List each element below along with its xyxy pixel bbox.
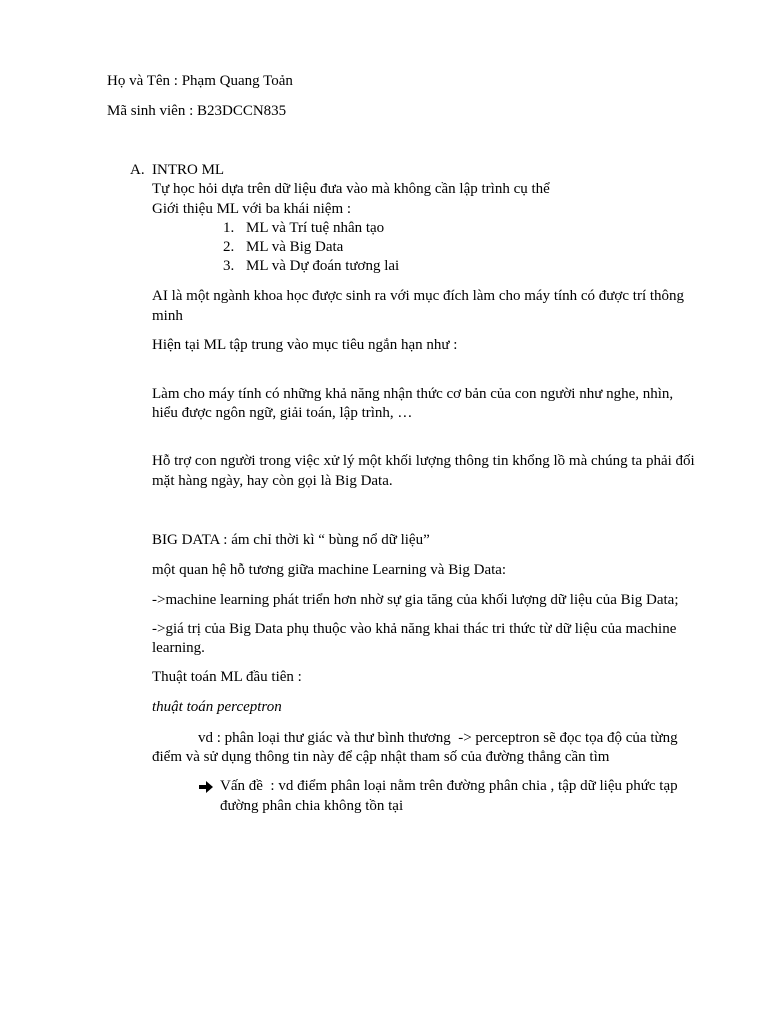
example-line: vd : phân loại thư giác và thư bình thương -> perceptron sẽ đọc tọa độ của từng [198, 730, 678, 746]
big-data-definition: BIG DATA : ám chỉ thời kì “ bùng nổ dữ liệu” [152, 532, 430, 548]
ai-definition-line: minh [152, 308, 183, 324]
section-title: INTRO ML [152, 162, 225, 178]
problem-line: Vấn đề : vd điểm phân loại nằm trên đường phân chia , tập dữ liệu phức tạp [220, 778, 678, 794]
first-algorithm-lead: Thuật toán ML đầu tiên : [152, 669, 302, 685]
goal-perception-line: hiểu được ngôn ngữ, giải toán, lập trình, … [152, 405, 413, 421]
ai-definition-line: AI là một ngành khoa học được sinh ra với mục đích làm cho máy tính có được trí thông [152, 288, 685, 304]
concept-item: ML và Dự đoán tương lai [246, 258, 400, 274]
concept-number: 2. [223, 239, 235, 255]
goal-big-data-line: mặt hàng ngày, hay còn gọi là Big Data. [152, 473, 393, 489]
section-summary: Tự học hỏi dựa trên dữ liệu đưa vào mà không cần lập trình cụ thể [152, 181, 550, 197]
relation-big-data-line: ->giá trị của Big Data phụ thuộc vào khả năng khai thác tri thức từ dữ liệu của machine [152, 621, 677, 637]
example-line: điểm và sử dụng thông tin này để cập nhật tham số của đường thẳng cần tìm [152, 749, 610, 765]
problem-line: đường phân chia không tồn tại [220, 798, 404, 814]
goal-perception-line: Làm cho máy tính có những khả năng nhận thức cơ bản của con người như nghe, nhìn, [152, 386, 674, 402]
current-focus: Hiện tại ML tập trung vào mục tiêu ngắn hạn như : [152, 337, 458, 353]
goal-big-data-line: Hỗ trợ con người trong việc xử lý một khối lượng thông tin khổng lồ mà chúng ta phải đối [152, 453, 695, 469]
student-id-line: Mã sinh viên : B23DCCN835 [107, 103, 287, 119]
concept-number: 3. [223, 258, 235, 274]
relation-ml: ->machine learning phát triển hơn nhờ sự gia tăng của khối lượng dữ liệu của Big Data; [152, 592, 679, 608]
concept-item: ML và Trí tuệ nhân tạo [246, 220, 385, 236]
first-algorithm-name: thuật toán perceptron [152, 699, 282, 715]
concept-number: 1. [223, 220, 235, 236]
relation-big-data-line: learning. [152, 640, 205, 656]
arrow-right-icon [199, 781, 213, 793]
student-name-line: Họ và Tên : Phạm Quang Toản [107, 73, 293, 89]
section-marker: A. [130, 162, 145, 178]
concepts-lead: Giới thiệu ML với ba khái niệm : [152, 201, 352, 217]
relation-lead: một quan hệ hỗ tương giữa machine Learning và Big Data: [152, 562, 507, 578]
concept-item: ML và Big Data [246, 239, 344, 255]
